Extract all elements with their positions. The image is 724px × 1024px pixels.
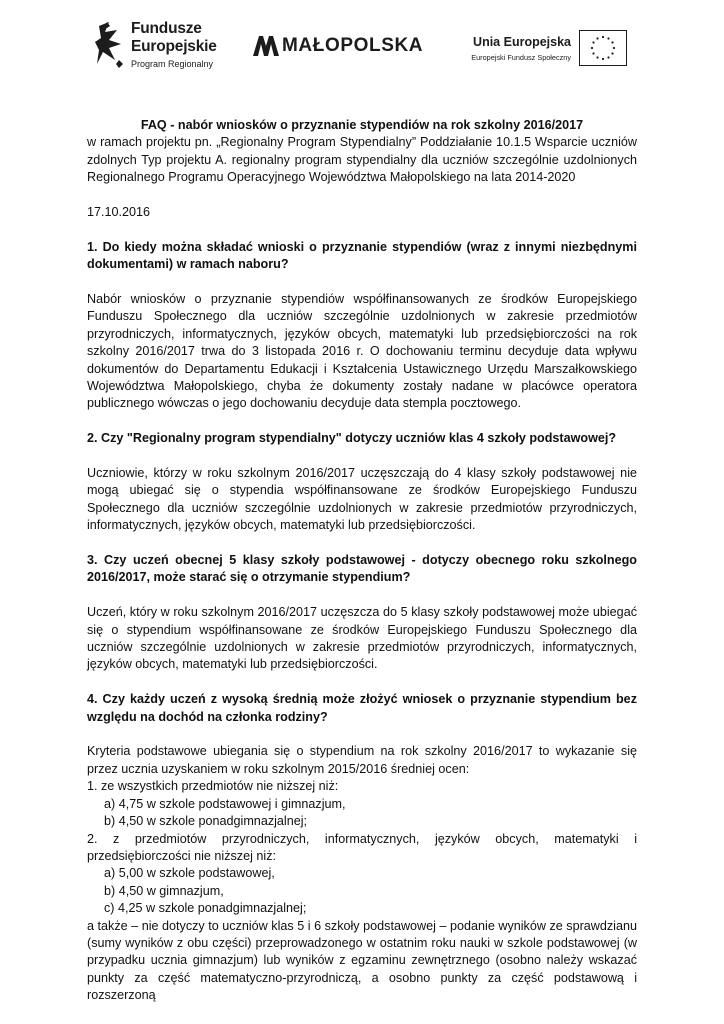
funds-logo-line2: Europejskie [131, 38, 217, 55]
answer-4-item-2c: c) 4,25 w szkole ponadgimnazjalnej; [104, 901, 307, 916]
document-intro: w ramach projektu pn. „Regionalny Program Stypendialny” Poddziałanie 10.1.5 Wsparcie uczniów zdolnych Typ projektu A. regionalny program stypendialny dla uczniów szczególnie uzdolnionych Regionalnego Programu Operacyjnego Województwa Małopolskiego na lata 2014-2020 [87, 135, 637, 185]
question-3: 3. Czy uczeń obecnej 5 klasy szkoły podstawowej - dotyczy obecnego roku szkolnego 2016/2017, może starać się o otrzymanie stypendium? [87, 553, 637, 585]
answer-4-intro: Kryteria podstawowe ubiegania się o stypendium na rok szkolny 2016/2017 to wykazanie się przez ucznia uzyskaniem w roku szkolnym 2015/2016 średniej ocen: [87, 744, 637, 776]
eu-logo-line1: Unia Europejska [473, 35, 571, 49]
answer-3: Uczeń, który w roku szkolnym 2016/2017 uczęszcza do 5 klasy szkoły podstawowej może ubiegać się o stypendium współfinansowane ze środków Europejskiego Funduszu Społecznego dla uczniów szczególnie uzdolnionych w zakresie przedmiotów przyrodniczych, informatycznych, języków obcych, matematyki lub przedsiębiorczości. [87, 605, 637, 672]
question-1: 1. Do kiedy można składać wnioski o przyznanie stypendiów (wraz z innymi niezbędnymi dokumentami) w ramach naboru? [87, 239, 637, 272]
answer-2: Uczniowie, którzy w roku szkolnym 2016/2017 uczęszczają do 4 klasy szkoły podstawowej nie mogą ubiegać się o stypendia współfinansowane ze środków Europejskiego Funduszu Społecznego dla uczniów szczególnie uzdolnionych w zakresie przedmiotów przyrodniczych, informatycznych, języków obcych, matematyki lub przedsiębiorczości. [87, 466, 637, 533]
answer-4-item-2: 2. z przedmiotów przyrodniczych, informatycznych, języków obcych, matematyki i przedsiębiorczości nie niższej niż: [87, 831, 637, 863]
question-4: 4. Czy każdy uczeń z wysoką średnią może złożyć wniosek o przyznanie stypendium bez względu na dochód na członka rodziny? [87, 692, 637, 724]
malopolska-mark-icon [253, 34, 280, 56]
fundusze-star-icon [95, 20, 127, 70]
document-date: 17.10.2016 [87, 205, 151, 220]
question-2: 2. Czy "Regionalny program stypendialny" dotyczy uczniów klas 4 szkoły podstawowej? [87, 431, 617, 446]
eu-logo-line2: Europejski Fundusz Społeczny [471, 53, 571, 62]
answer-4-item-2b: b) 4,50 w gimnazjum, [104, 883, 224, 898]
answer-4-tail: a także – nie dotyczy to uczniów klas 5 i 6 szkoły podstawowej – podanie wyników ze sprawdzianu (sumy wyników z obu części) przeprowadzonego w ostatnim roku nauki w szkole podstawowej (w przypadku ucznia gimnazjum) lub wyników z egzaminu zewnętrznego (osobno należy wskazać punkty za część matematyczno-przyrodniczą, a osobno punkty za część podstawową i rozszerzoną [87, 918, 637, 1003]
eu-flag-icon [579, 30, 627, 66]
fundusze-europejskie-logo [95, 18, 225, 74]
answer-4-item-1: 1. ze wszystkich przedmiotów nie niższej niż: [87, 779, 339, 794]
malopolska-name: MAŁOPOLSKA [282, 35, 424, 56]
funds-logo-line1: Fundusze [131, 20, 202, 37]
answer-4-item-1a: a) 4,75 w szkole podstawowej i gimnazjum, [104, 796, 346, 811]
answer-1: Nabór wniosków o przyznanie stypendiów współfinansowanych ze środków Europejskiego Funduszu Społecznego dla uczniów szczególnie uzdolnionych w zakresie przedmiotów przyrodniczych, informatycznych, języków obcych, matematyki lub przedsiębiorczości na rok szkolny 2016/2017 trwa do 3 listopada 2016 r. O dochowaniu terminu decyduje data wpływu dokumentów do Departamentu Edukacji i Kształcenia Ustawicznego Urzędu Marszałkowskiego Województwa Małopolskiego, chyba że dokumenty zostały nadane w placówce operatora publicznego wówczas o jego dochowaniu decyduje data stempla pocztowego. [87, 292, 637, 411]
answer-4-item-2a: a) 5,00 w szkole podstawowej, [104, 866, 275, 881]
answer-4-item-1b: b) 4,50 w szkole ponadgimnazjalnej; [104, 814, 308, 829]
faq-document [87, 117, 637, 1005]
document-title: FAQ - nabór wniosków o przyznanie stypendiów na rok szkolny 2016/2017 [140, 118, 584, 132]
funds-logo-line3: Program Regionalny [131, 59, 214, 69]
